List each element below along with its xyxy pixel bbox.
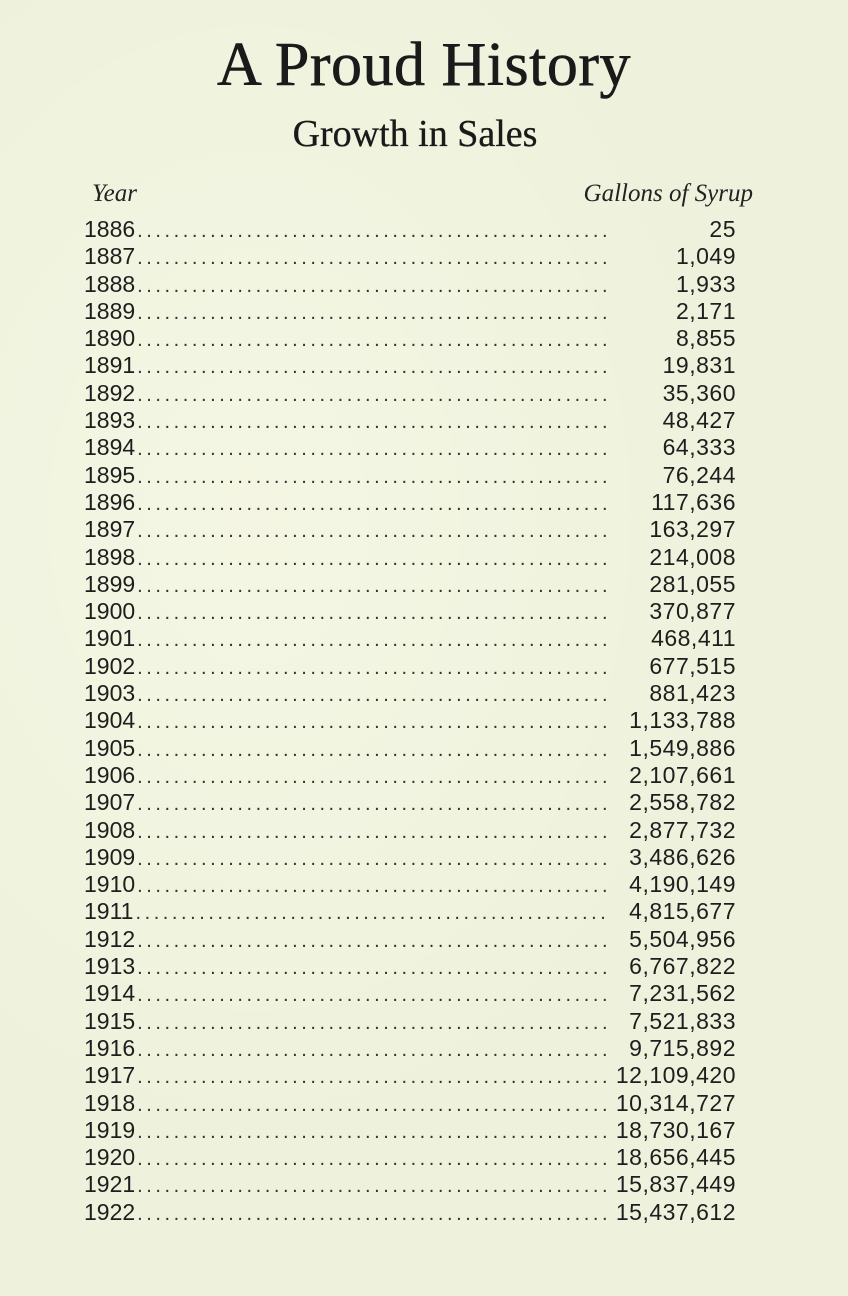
- dot-leader: [137, 575, 645, 598]
- gallons-cell: 2,171: [675, 297, 736, 324]
- dot-leader: [137, 1121, 612, 1144]
- gallons-cell: 1,549,886: [629, 734, 736, 761]
- dot-leader: [137, 739, 625, 762]
- year-cell: 1909: [84, 843, 136, 870]
- dot-leader: [137, 930, 625, 953]
- year-cell: 1903: [84, 680, 136, 707]
- page-subtitle: Growth in Sales: [292, 113, 538, 155]
- dot-leader: [137, 411, 658, 434]
- year-cell: 1887: [84, 243, 136, 270]
- year-cell: 1907: [84, 789, 136, 816]
- year-cell: 1912: [84, 925, 136, 952]
- table-row: [84, 598, 736, 625]
- table-row: [84, 817, 736, 844]
- gallons-cell: 214,008: [649, 543, 736, 570]
- dot-leader: [137, 247, 672, 270]
- gallons-cell: 117,636: [651, 488, 736, 515]
- table-row: [84, 953, 736, 980]
- year-cell: 1896: [84, 488, 136, 515]
- year-cell: 1919: [84, 1116, 136, 1143]
- gallons-cell: 15,837,449: [615, 1171, 736, 1198]
- gallons-cell: 881,423: [649, 680, 736, 707]
- table-row: [84, 243, 736, 270]
- table-row: [84, 844, 736, 871]
- year-cell: 1890: [84, 325, 136, 352]
- year-cell: 1893: [84, 407, 136, 434]
- dot-leader: [137, 1203, 612, 1226]
- dot-leader: [137, 957, 625, 980]
- table-row: [84, 462, 736, 489]
- table-row: [84, 544, 736, 571]
- dot-leader: [137, 384, 658, 407]
- year-cell: 1899: [84, 570, 136, 597]
- year-cell: 1894: [84, 434, 136, 461]
- year-cell: 1902: [84, 652, 136, 679]
- gallons-cell: 18,656,445: [615, 1144, 736, 1171]
- dot-leader: [137, 684, 645, 707]
- gallons-cell: 19,831: [662, 352, 736, 379]
- gallons-cell: 10,314,727: [615, 1089, 736, 1116]
- table-row: [84, 1117, 736, 1144]
- dot-leader: [137, 984, 625, 1007]
- dot-leader: [137, 848, 625, 871]
- dot-leader: [137, 1012, 625, 1035]
- table-row: [84, 625, 736, 652]
- gallons-cell: 8,855: [675, 325, 736, 352]
- gallons-cell: 1,049: [675, 243, 736, 270]
- table-row: [84, 871, 736, 898]
- gallons-cell: 163,297: [649, 516, 736, 543]
- dot-leader: [137, 356, 658, 379]
- gallons-cell: 18,730,167: [615, 1116, 736, 1143]
- sales-table: [84, 216, 736, 1226]
- gallons-cell: 15,437,612: [615, 1198, 736, 1225]
- dot-leader: [137, 1066, 612, 1089]
- year-cell: 1889: [84, 297, 136, 324]
- dot-leader: [137, 275, 672, 298]
- table-row: [84, 325, 736, 352]
- year-column-header: Year: [92, 180, 137, 207]
- year-cell: 1886: [84, 216, 136, 242]
- gallons-cell: 6,767,822: [629, 953, 736, 980]
- gallons-cell: 2,558,782: [629, 789, 736, 816]
- year-cell: 1913: [84, 953, 136, 980]
- year-cell: 1901: [84, 625, 136, 652]
- table-row: [84, 789, 736, 816]
- dot-leader: [137, 302, 672, 325]
- table-row: [84, 680, 736, 707]
- year-cell: 1917: [84, 1062, 136, 1089]
- gallons-cell: 7,231,562: [629, 980, 736, 1007]
- table-row: [84, 1171, 736, 1198]
- year-cell: 1922: [84, 1198, 136, 1225]
- gallons-cell: 2,107,661: [629, 761, 736, 788]
- table-row: [84, 516, 736, 543]
- gallons-cell: 4,815,677: [629, 898, 736, 925]
- table-row: [84, 352, 736, 379]
- gallons-column-header: Gallons of Syrup: [583, 180, 753, 207]
- gallons-cell: 370,877: [649, 598, 736, 625]
- table-row: [84, 707, 736, 734]
- year-cell: 1921: [84, 1171, 136, 1198]
- page-title: A Proud History: [217, 31, 631, 99]
- dot-leader: [137, 629, 647, 652]
- table-row: [84, 762, 736, 789]
- dot-leader: [137, 466, 658, 489]
- dot-leader: [137, 220, 705, 243]
- year-cell: 1920: [84, 1144, 136, 1171]
- gallons-cell: 7,521,833: [629, 1007, 736, 1034]
- year-cell: 1905: [84, 734, 136, 761]
- year-cell: 1914: [84, 980, 136, 1007]
- dot-leader: [137, 766, 625, 789]
- table-row: [84, 980, 736, 1007]
- dot-leader: [137, 493, 647, 516]
- dot-leader: [137, 657, 645, 680]
- dot-leader: [137, 793, 625, 816]
- gallons-cell: 3,486,626: [629, 843, 736, 870]
- year-cell: 1904: [84, 707, 136, 734]
- table-row: [84, 1090, 736, 1117]
- year-cell: 1918: [84, 1089, 136, 1116]
- table-row: [84, 926, 736, 953]
- dot-leader: [137, 1148, 612, 1171]
- gallons-cell: 76,244: [662, 461, 736, 488]
- year-cell: 1908: [84, 816, 136, 843]
- year-cell: 1888: [84, 270, 136, 297]
- table-row: [84, 271, 736, 298]
- year-cell: 1900: [84, 598, 136, 625]
- table-row: [84, 653, 736, 680]
- table-row: [84, 298, 736, 325]
- gallons-cell: 281,055: [649, 570, 736, 597]
- table-row: [84, 1008, 736, 1035]
- gallons-cell: 9,715,892: [629, 1034, 736, 1061]
- gallons-cell: 677,515: [649, 652, 736, 679]
- table-row: [84, 216, 736, 243]
- year-cell: 1891: [84, 352, 136, 379]
- gallons-cell: 1,933: [675, 270, 736, 297]
- table-row: [84, 380, 736, 407]
- table-row: [84, 571, 736, 598]
- dot-leader: [137, 602, 645, 625]
- dot-leader: [137, 548, 645, 571]
- gallons-cell: 48,427: [662, 407, 736, 434]
- year-cell: 1906: [84, 761, 136, 788]
- year-cell: 1897: [84, 516, 136, 543]
- dot-leader: [137, 821, 625, 844]
- gallons-cell: 64,333: [662, 434, 736, 461]
- gallons-cell: 4,190,149: [629, 871, 736, 898]
- table-row: [84, 1035, 736, 1062]
- year-cell: 1915: [84, 1007, 136, 1034]
- gallons-cell: 5,504,956: [629, 925, 736, 952]
- year-cell: 1895: [84, 461, 136, 488]
- dot-leader: [137, 520, 645, 543]
- gallons-cell: 2,877,732: [629, 816, 736, 843]
- table-row: [84, 1062, 736, 1089]
- table-row: [84, 898, 736, 925]
- table-row: [84, 735, 736, 762]
- year-cell: 1892: [84, 379, 136, 406]
- dot-leader: [137, 329, 672, 352]
- year-cell: 1910: [84, 871, 136, 898]
- table-row: [84, 1199, 736, 1226]
- dot-leader: [137, 1094, 612, 1117]
- dot-leader: [137, 1039, 625, 1062]
- dot-leader: [137, 875, 625, 898]
- table-row: [84, 1144, 736, 1171]
- gallons-cell: 1,133,788: [629, 707, 736, 734]
- gallons-cell: 12,109,420: [615, 1062, 736, 1089]
- year-cell: 1898: [84, 543, 136, 570]
- table-row: [84, 434, 736, 461]
- dot-leader: [137, 711, 625, 734]
- gallons-cell: 468,411: [651, 625, 736, 652]
- dot-leader: [137, 438, 658, 461]
- dot-leader: [135, 902, 625, 925]
- gallons-cell: 25: [709, 216, 736, 242]
- year-cell: 1911: [84, 898, 134, 925]
- gallons-cell: 35,360: [662, 379, 736, 406]
- table-row: [84, 489, 736, 516]
- table-row: [84, 407, 736, 434]
- year-cell: 1916: [84, 1034, 136, 1061]
- dot-leader: [137, 1175, 612, 1198]
